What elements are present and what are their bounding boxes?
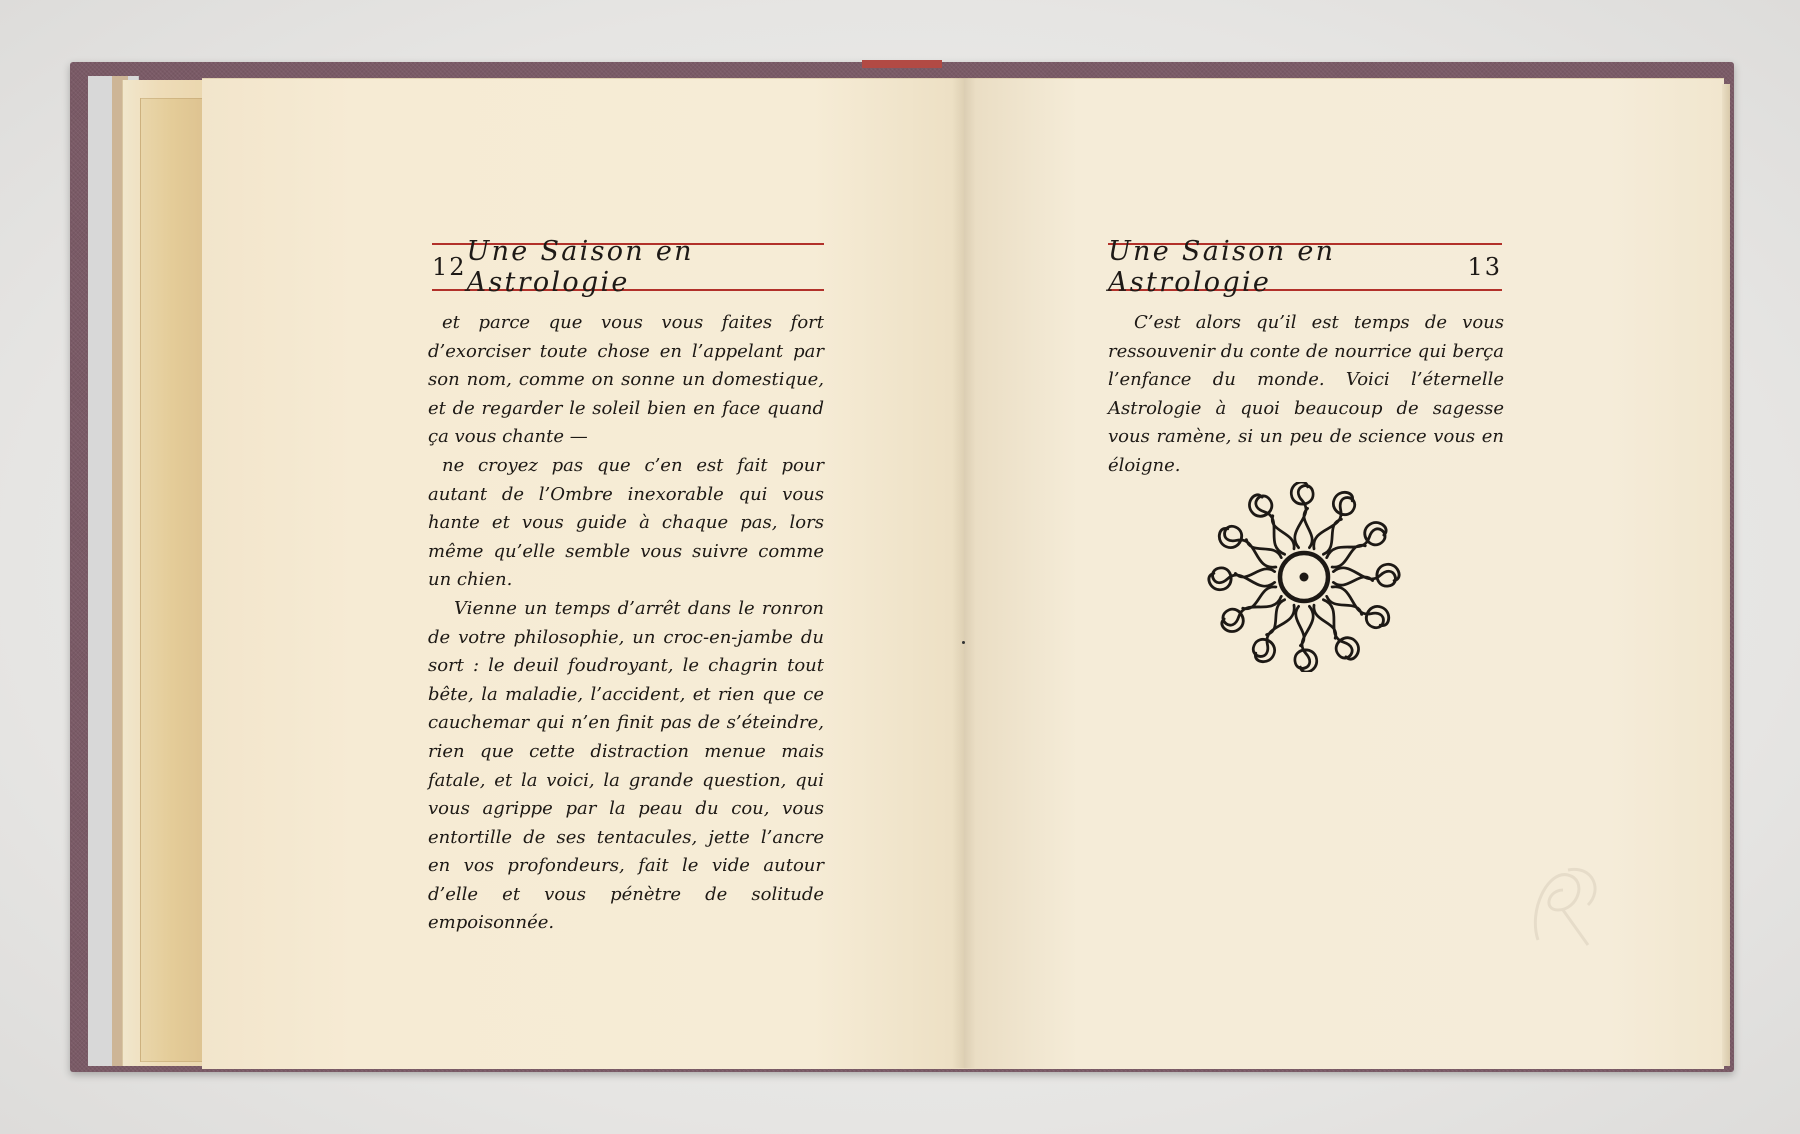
left-body-text xyxy=(428,309,824,938)
sun-ray xyxy=(1209,568,1275,590)
page-number-left: 12 xyxy=(432,253,467,281)
paragraph: et parce que vous vous faites fort d’exorciser toute chose en l’appelant par son nom, comme on sonne un domestique, et de regarder le soleil bien en face quand ça vous chante — xyxy=(428,312,824,448)
right-body-text xyxy=(1108,309,1504,481)
glassine-sheet xyxy=(140,98,204,1062)
cover-spine-accent xyxy=(862,60,942,68)
sun-ray xyxy=(1291,482,1313,548)
sun-ray xyxy=(1333,564,1399,586)
watermark-monogram-icon xyxy=(1508,850,1618,960)
sun-ornament-icon xyxy=(1198,482,1410,672)
gutter-mark xyxy=(962,641,965,644)
page-number-right: 13 xyxy=(1467,253,1502,281)
page-stack-right xyxy=(1722,84,1730,1066)
paragraph: C’est alors qu’il est temps de vous ressouvenir du conte de nourrice qui berça l’enfance du monde. Voici l’éternelle Astrologie à quoi beaucoup de sagesse vous ramène, si un peu de science vous en éloigne. xyxy=(1108,312,1504,476)
paragraph: Vienne un temps d’arrêt dans le ronron de votre philosophie, un croc-en-jambe du sort : le deuil foudroyant, le chagrin tout bête, la maladie, l’accident, et rien que ce cauchemar qui n’en finit pas de s’éteindre, rien que cette distraction menue mais fatale, et la voici, la grande question, qui vous agrippe par la peau du cou, vous entortille de ses tentacules, jette l’ancre en vos profondeurs, fait le vide autour d’elle et vous pénètre de solitude empoisonnée. xyxy=(428,597,824,934)
running-title-left: Une Saison en Astrologie xyxy=(466,236,694,298)
book-gutter xyxy=(952,78,976,1068)
running-title-right: Une Saison en Astrologie xyxy=(1108,236,1336,298)
paragraph: ne croyez pas que c’en est fait pour autant de l’Ombre inexorable qui vous hante et vous guide à chaque pas, lors même qu’elle semble vous suivre comme un chien. xyxy=(428,454,824,591)
sun-ray xyxy=(1295,606,1317,672)
running-head-left xyxy=(432,236,824,298)
running-head-right xyxy=(1108,236,1502,298)
